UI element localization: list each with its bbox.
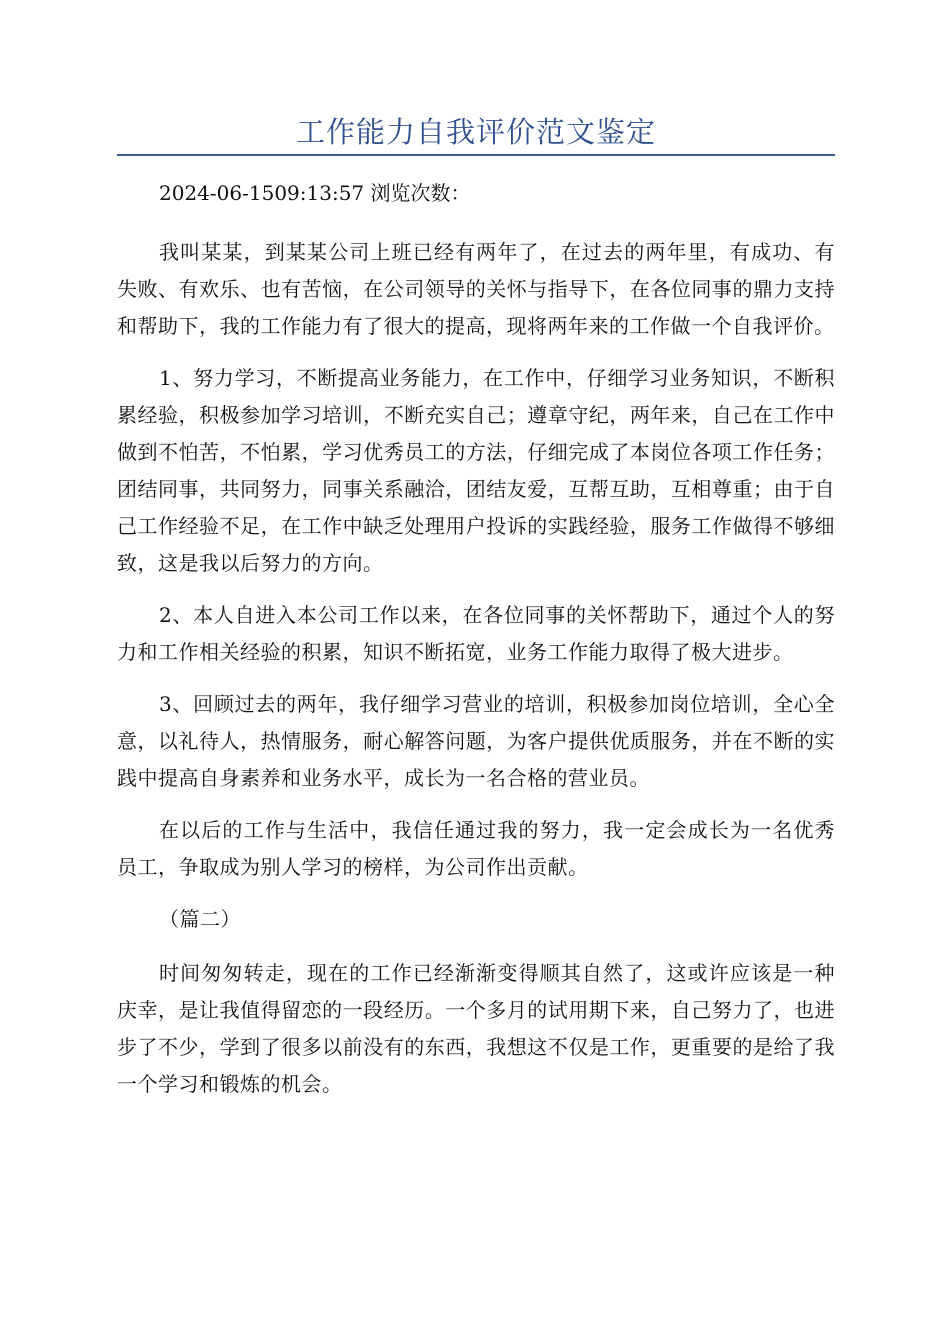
title-divider <box>117 154 835 156</box>
publish-meta: 2024-06-1509:13:57 浏览次数： <box>159 181 471 205</box>
paragraph-point-3: 3、回顾过去的两年，我仔细学习营业的培训，积极参加岗位培训，全心全意，以礼待人，热情服务，耐心解答问题，为客户提供优质服务，并在不断的实践中提高自身素养和业务水平，成长为一名合格的营业员。 <box>117 692 835 790</box>
document-title: 工作能力自我评价范文鉴定 <box>295 115 656 149</box>
paragraph-part-two: 时间匆匆转走，现在的工作已经渐渐变得顺其自然了，这或许应该是一种庆幸，是让我值得留恋的一段经历。一个多月的试用期下来，自己努力了，也进步了不少，学到了很多以前没有的东西，我想这不仅是工作，更重要的是给了我一个学习和锻炼的机会。 <box>117 961 835 1096</box>
paragraph-point-1: 1、努力学习，不断提高业务能力，在工作中，仔细学习业务知识，不断积累经验，积极参加学习培训，不断充实自己；遵章守纪，两年来，自己在工作中做到不怕苦，不怕累，学习优秀员工的方法，仔细完成了本岗位各项工作任务；团结同事，共同努力，同事关系融洽，团结友爱，互帮互助，互相尊重；由于自己工作经验不足，在工作中缺乏处理用户投诉的实践经验，服务工作做得不够细致，这是我以后努力的方向。 <box>117 366 835 575</box>
section-heading-part-two: （篇二） <box>159 907 241 931</box>
paragraph-intro: 我叫某某，到某某公司上班已经有两年了，在过去的两年里，有成功、有失败、有欢乐、也有苦恼，在公司领导的关怀与指导下，在各位同事的鼎力支持和帮助下，我的工作能力有了很大的提高，现将两年来的工作做一个自我评价。 <box>117 240 835 338</box>
document-body <box>117 175 835 1118</box>
paragraph-point-2: 2、本人自进入本公司工作以来，在各位同事的关怀帮助下，通过个人的努力和工作相关经验的积累，知识不断拓宽，业务工作能力取得了极大进步。 <box>117 603 835 664</box>
paragraph-conclusion: 在以后的工作与生活中，我信任通过我的努力，我一定会成长为一名优秀员工，争取成为别人学习的榜样，为公司作出贡献。 <box>117 818 835 879</box>
